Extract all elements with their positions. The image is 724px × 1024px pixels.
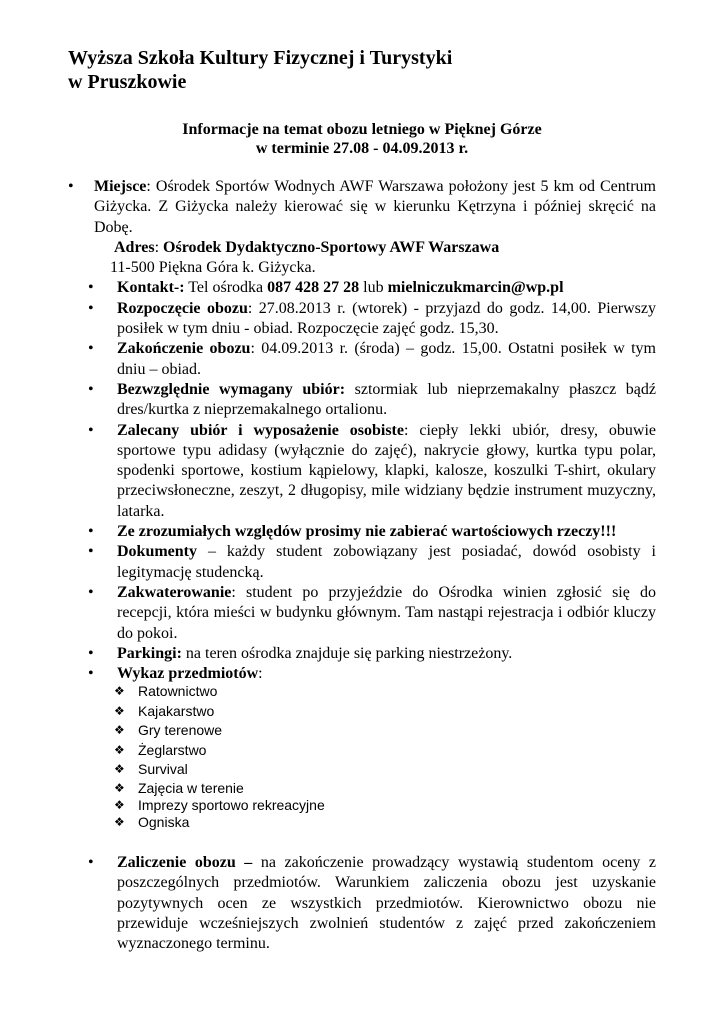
adres-separator: : — [154, 238, 164, 256]
bullet-icon: • — [88, 644, 94, 662]
bullet-icon: • — [88, 543, 94, 561]
list-item-dokumenty — [68, 542, 656, 583]
school-title-line2: w Pruszkowie — [68, 71, 187, 93]
wykaz-label: Wykaz przedmiotów — [117, 665, 259, 683]
zakonczenie-label: Zakończenie obozu — [117, 340, 251, 358]
subject-item — [114, 702, 325, 722]
rozpoczecie-label: Rozpoczęcie obozu — [117, 299, 248, 317]
subject-label: Ogniska — [138, 813, 190, 830]
bullet-icon: • — [88, 279, 94, 297]
diamond-bullet-icon: ❖ — [114, 797, 125, 812]
diamond-bullet-icon: ❖ — [114, 703, 125, 718]
miejsce-label: Miejsce — [94, 178, 147, 195]
subject-item — [114, 721, 325, 741]
zalecany-text: : ciepły lekki ubiór, dresy, obuwie sportowe typu adidasy (wyłącznie do zajęć), nakrycie głowy, kurtka typu polar, spodenki sportowe, kostium kąpielowy, klapki, kalosze, koszulki T-shirt, okulary przeciwsłoneczne, zeszyt, 2 długopisy, mile widziany będzie instrument muzyczny, latarka. — [117, 421, 656, 520]
diamond-bullet-icon: ❖ — [114, 780, 125, 795]
adres-line2: 11-500 Piękna Góra k. Giżycka. — [110, 259, 316, 277]
subject-item — [114, 814, 325, 831]
list-item-kontakt — [68, 278, 656, 298]
bullet-icon: • — [68, 178, 74, 195]
dokumenty-label: Dokumenty — [117, 543, 198, 561]
list-item-ubior — [68, 380, 656, 421]
diamond-bullet-icon: ❖ — [114, 723, 125, 737]
miejsce-text: : Ośrodek Sportów Wodnych AWF Warszawa położony jest 5 km od Centrum Giżycka. Z Giżycka należy kierować się w kierunku Kętrzyna i później skręcić na Dobę. — [94, 178, 656, 236]
dokumenty-text: – każdy student zobowiązany jest posiadać, dowód osobisty i legitymację studencką. — [117, 543, 656, 581]
list-item-zakonczenie — [68, 339, 656, 380]
subject-item — [114, 780, 325, 797]
list-item-zaliczenie — [68, 853, 656, 954]
kontakt-phone: 087 428 27 28 — [267, 279, 360, 297]
zaliczenie-label: Zaliczenie obozu – — [117, 854, 253, 871]
diamond-bullet-icon: ❖ — [114, 762, 125, 776]
subject-label: Kajakarstwo — [138, 702, 215, 719]
list-item-parkingi — [68, 644, 656, 664]
rozpoczecie-text: : 27.08.2013 r. (wtorek) - przyjazd do godz. 14,00. Pierwszy posiłek w tym dniu - obiad. Rozpoczęcie zajęć godz. 15,30. — [117, 299, 657, 338]
camp-info-line1: Informacje na temat obozu letniego w Pięknej Górze — [182, 121, 542, 138]
bullet-icon: • — [88, 340, 94, 358]
bullet-icon: • — [88, 523, 94, 541]
bullet-icon: • — [88, 421, 94, 439]
bullet-icon: • — [88, 854, 94, 871]
zakwaterowanie-label: Zakwaterowanie — [117, 583, 232, 601]
subject-label: Żeglarstwo — [138, 741, 207, 758]
ubior-text: sztormiak lub nieprzemakalny płaszcz bądź dres/kurtka z nieprzemakalnego ortalionu. — [117, 380, 657, 419]
list-item-zalecany — [68, 421, 656, 522]
zakonczenie-text: : 04.09.2013 r. (środa) – godz. 15,00. Ostatni posiłek w tym dniu – obiad. — [117, 340, 656, 378]
parkingi-label: Parkingi: — [117, 644, 182, 662]
zaliczenie-text: na zakończenie prowadzący wystawią studentom oceny z poszczególnych przedmiotów. Warunkiem zaliczenia obozu jest uzyskanie pozytywnych ocen ze wszystkich przedmiotów. Kierownictwo obozu nie przewiduje wcześniejszych zwolnień studentów z zajęć przed zakończeniem wyznaczonego terminu. — [117, 854, 656, 953]
subjects-list — [114, 682, 325, 831]
diamond-bullet-icon: ❖ — [114, 742, 125, 757]
diamond-bullet-icon: ❖ — [114, 684, 125, 698]
list-item-uwaga — [68, 522, 656, 542]
subject-item — [114, 741, 325, 761]
adres-label: Adres — [114, 238, 155, 256]
zalecany-label: Zalecany ubiór i wyposażenie osobiste — [117, 421, 404, 439]
subject-item — [114, 682, 325, 702]
subject-label: Survival — [138, 761, 188, 777]
bullet-icon: • — [88, 299, 94, 317]
kontakt-pre: Tel ośrodka — [184, 279, 268, 297]
list-item-zakwaterowanie — [68, 583, 656, 644]
bullet-icon: • — [88, 583, 94, 601]
camp-info-heading — [0, 120, 724, 158]
kontakt-label: Kontakt-: — [117, 279, 185, 297]
subject-item — [114, 797, 325, 814]
list-item-miejsce — [68, 177, 656, 238]
zakwaterowanie-text: : student po przyjeździe do Ośrodka winien zgłosić się do recepcji, która mieści w budynku głównym. Tam nastąpi rejestracja i odbiór kluczy do pokoi. — [117, 583, 656, 642]
parkingi-text: na teren ośrodka znajduje się parking niestrzeżony. — [181, 644, 513, 662]
subject-label: Gry terenowe — [138, 722, 223, 738]
diamond-bullet-icon: ❖ — [114, 814, 125, 829]
wykaz-colon: : — [258, 665, 263, 683]
kontakt-email: mielniczukmarcin@wp.pl — [387, 279, 564, 297]
bullet-icon: • — [88, 665, 94, 683]
school-title-line1: Wyższa Szkoła Kultury Fizycznej i Turystyki — [68, 47, 453, 69]
subject-item — [114, 760, 325, 780]
list-item-rozpoczecie — [68, 299, 656, 340]
subject-label: Ratownictwo — [138, 683, 218, 699]
bullet-icon: • — [88, 380, 94, 398]
kontakt-mid: lub — [359, 279, 388, 297]
adres-line1 — [68, 238, 656, 258]
ubior-label: Bezwzględnie wymagany ubiór: — [117, 380, 346, 398]
info-list — [68, 177, 656, 684]
adres-name: Ośrodek Dydaktyczno-Sportowy AWF Warszawa — [163, 238, 500, 256]
camp-info-line2: w terminie 27.08 - 04.09.2013 r. — [255, 140, 469, 157]
subject-label: Imprezy sportowo rekreacyjne — [138, 796, 325, 813]
uwaga-text: Ze zrozumiałych względów prosimy nie zabierać wartościowych rzeczy!!! — [117, 523, 617, 541]
subject-label: Zajęcia w terenie — [138, 779, 244, 796]
school-title — [68, 46, 452, 94]
zaliczenie-section — [68, 853, 656, 954]
